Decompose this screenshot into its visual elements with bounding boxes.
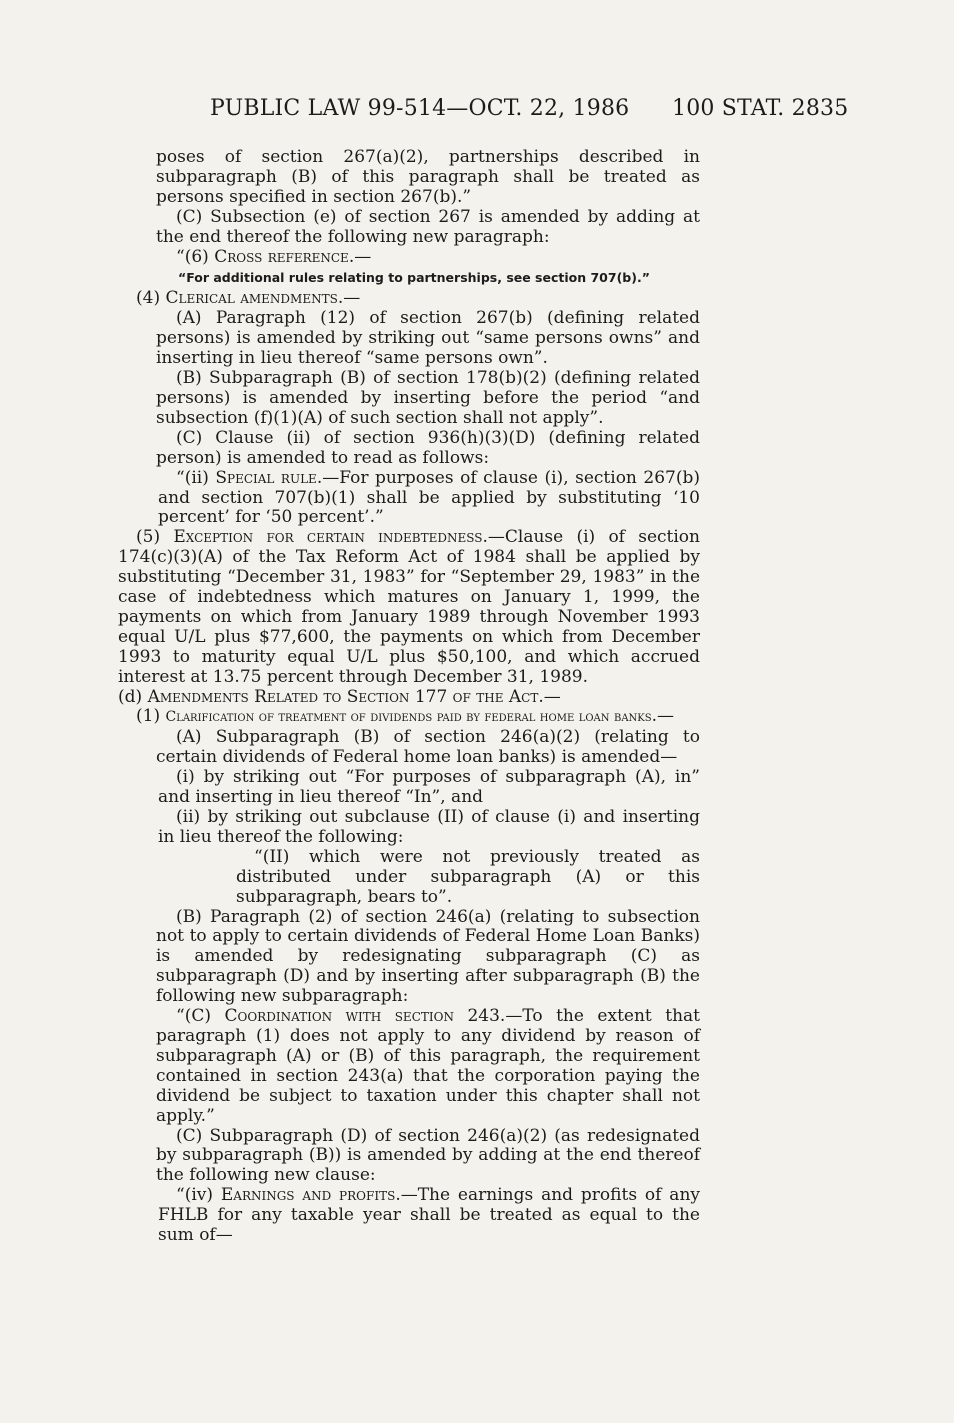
para-1a-i: (i) by striking out “For purposes of subparagraph (A), in” and inserting in lieu thereof “In”, and bbox=[158, 767, 700, 808]
para-1a: (A) Subparagraph (B) of section 246(a)(2) (relating to certain dividends of Federal home loan banks) is amended— bbox=[156, 727, 700, 768]
cross-reference-note: “For additional rules relating to partnerships, see section 707(b).” bbox=[178, 270, 650, 286]
para-1b: (B) Paragraph (2) of section 246(a) (relating to subsection not to apply to certain dividends of Federal Home Loan Banks) is amended by redesignating subparagraph (C) as subparagraph (D) and by inserting after subparagraph (B) the following new subparagraph: bbox=[156, 906, 700, 1007]
para-cross-reference: “(6) Cross reference.— bbox=[176, 246, 372, 267]
para-exception-indebtedness: (5) Exception for certain indebtedness.—Clause (i) of section 174(c)(3)(A) of the Tax Reform Act of 1984 shall be applied by substituting “December 31, 1983” for “September 29, 1983” in the case of indebtedness which matures on January 1, 1999, the payments on which from January 1989 through November 1993 equal U/L plus $77,600, the payments on which from December 1993 to maturity equal U/L plus $50,100, and which accrued interest at 13.75 percent through December 31, 1989. bbox=[118, 527, 700, 687]
para-subclause-ii: “(II) which were not previously treated as distributed under subparagraph (A) or this subparagraph, bears to”. bbox=[236, 846, 700, 907]
document-body bbox=[118, 148, 700, 1246]
law-header: PUBLIC LAW 99-514—OCT. 22, 1986 bbox=[210, 96, 630, 121]
statute-page-number: 100 STAT. 2835 bbox=[672, 96, 849, 121]
para-subsection-c: (C) Subsection (e) of section 267 is amended by adding at the end thereof the following new paragraph: bbox=[156, 206, 700, 247]
para-4b: (B) Subparagraph (B) of section 178(b)(2) (defining related persons) is amended by inserting before the period “and subsection (f)(1)(A) of such section shall not apply”. bbox=[156, 368, 700, 428]
para-4a: (A) Paragraph (12) of section 267(b) (defining related persons) is amended by striking out “same persons owns” and inserting in lieu thereof “same persons own”. bbox=[156, 308, 700, 369]
para-section-d: (d) Amendments Related to Section 177 of the Act.— bbox=[118, 686, 561, 707]
para-1a-ii: (ii) by striking out subclause (II) of clause (i) and inserting in lieu thereof the following: bbox=[158, 807, 700, 847]
para-special-rule: “(ii) Special rule.—For purposes of clause (i), section 267(b) and section 707(b)(1) shall be applied by substituting ‘10 percent’ for ‘50 percent’.” bbox=[158, 467, 700, 528]
para-1c: (C) Subparagraph (D) of section 246(a)(2) (as redesignated by subparagraph (B)) is amended by adding at the end thereof the following new clause: bbox=[156, 1125, 700, 1186]
para-earnings-profits: “(iv) Earnings and profits.—The earnings and profits of any FHLB for any taxable year shall be treated as equal to the sum of— bbox=[158, 1185, 700, 1246]
para-clarification: (1) Clarification of treatment of dividends paid by federal home loan banks.— bbox=[136, 706, 675, 727]
para-coordination: “(C) Coordination with section 243.—To the extent that paragraph (1) does not apply to any dividend by reason of subparagraph (A) or (B) of this paragraph, the requirement contained in section 243(a) that the corporation paying the dividend be subject to taxation under this chapter shall not apply.” bbox=[156, 1006, 701, 1126]
para-clerical-amendments: (4) Clerical amendments.— bbox=[136, 288, 361, 309]
para-4c: (C) Clause (ii) of section 936(h)(3)(D) (defining related person) is amended to read as follows: bbox=[156, 427, 700, 468]
para-continuation: poses of section 267(a)(2), partnerships described in subparagraph (B) of this paragraph shall be treated as persons specified in section 267(b).” bbox=[156, 147, 700, 207]
